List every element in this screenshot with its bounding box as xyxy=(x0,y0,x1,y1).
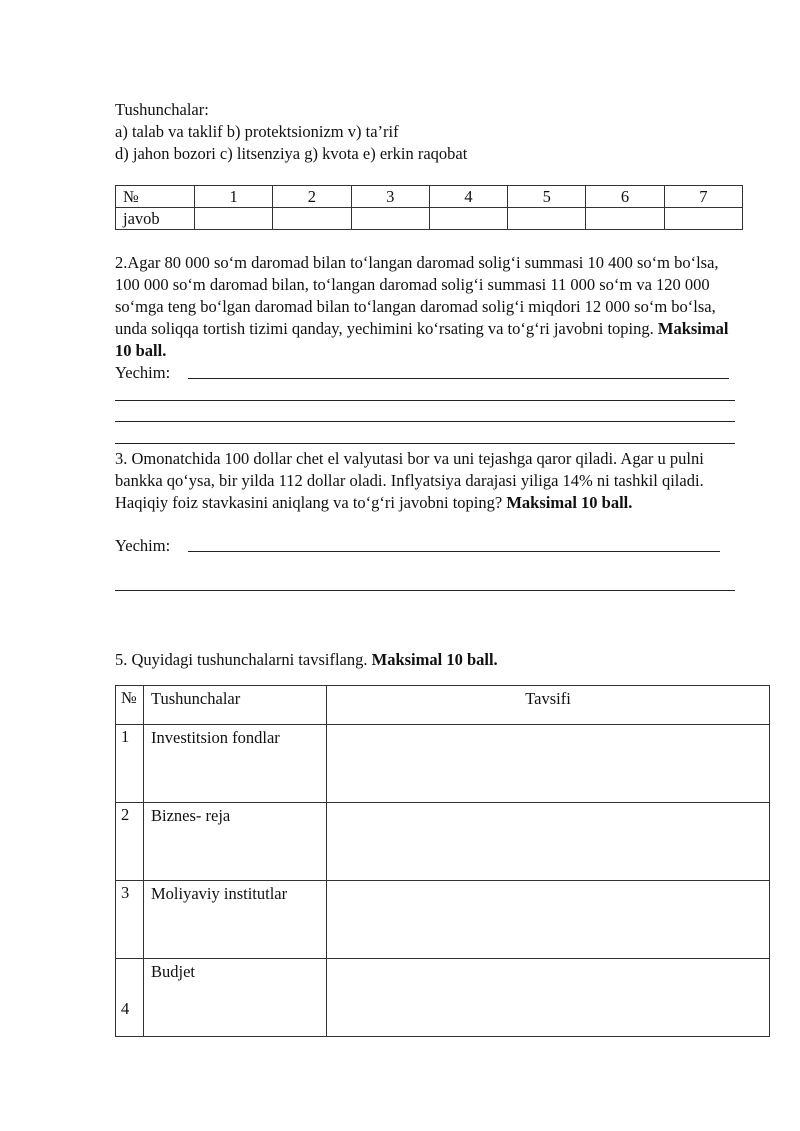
row-number: 1 xyxy=(116,725,144,803)
question-3-answer-line-1[interactable] xyxy=(188,551,720,552)
question-3-text: 3. Omonatchida 100 dollar chet el valyutasi bor va uni tejashga qaror qiladi. Agar u pulni bankka qo‘ysa, bir yilda 112 dollar oladi. Inflyatsiya darajasi yiliga 14% ni tashkil qiladi. Haqiqiy foiz stavkasini aniqlang va to‘g‘ri javobni toping? xyxy=(115,449,704,512)
answer-number-3: 3 xyxy=(351,186,429,208)
answer-number-7: 7 xyxy=(664,186,742,208)
row-description-cell[interactable] xyxy=(327,959,770,1037)
table-row xyxy=(116,959,770,1037)
question-2-points: Maksimal 10 ball. xyxy=(115,319,729,360)
question-2-text: 2.Agar 80 000 so‘m daromad bilan to‘langan daromad solig‘i summasi 10 400 so‘m bo‘lsa, 100 000 so‘m daromad bilan, to‘langan daromad solig‘i summasi 11 000 so‘m va 120 000 so‘mga teng bo‘lgan daromad bilan to‘langan daromad solig‘i miqdori 12 000 so‘m bo‘lsa, unda soliqqa tortish tizimi qanday, yechimini ko‘rsating va to‘g‘ri javobni toping. xyxy=(115,253,719,338)
answer-table-header-row xyxy=(116,186,743,208)
answer-table xyxy=(115,185,743,230)
question-2 xyxy=(115,252,740,362)
answer-table-header-label: № xyxy=(116,186,195,208)
answer-number-1: 1 xyxy=(195,186,273,208)
answer-number-4: 4 xyxy=(429,186,507,208)
concepts-title: Tushunchalar: xyxy=(115,100,209,119)
question-3-answer-line-2[interactable] xyxy=(115,590,735,591)
row-term: Biznes- reja xyxy=(144,803,327,881)
answer-cell-6[interactable] xyxy=(586,208,664,230)
question-2-answer-line-3[interactable] xyxy=(115,421,735,422)
answer-cell-5[interactable] xyxy=(508,208,586,230)
question-2-answer-line-4[interactable] xyxy=(115,443,735,444)
row-description-cell[interactable] xyxy=(327,725,770,803)
concepts-line-2: d) jahon bozori c) litsenziya g) kvota e) erkin raqobat xyxy=(115,144,468,163)
row-term: Budjet xyxy=(144,959,327,1037)
question-5-points: Maksimal 10 ball. xyxy=(371,650,498,669)
question-5-text: 5. Quyidagi tushunchalarni tavsiflang. xyxy=(115,650,368,669)
row-number: 2 xyxy=(116,803,144,881)
question-3-points: Maksimal 10 ball. xyxy=(506,493,633,512)
concepts-description-table xyxy=(115,685,770,1037)
question-2-answer-line-1[interactable] xyxy=(188,378,729,379)
answer-number-6: 6 xyxy=(586,186,664,208)
row-description-cell[interactable] xyxy=(327,803,770,881)
answer-cell-4[interactable] xyxy=(429,208,507,230)
question-2-solution-label: Yechim: xyxy=(115,363,171,382)
table-row xyxy=(116,725,770,803)
row-description-cell[interactable] xyxy=(327,881,770,959)
header-number: № xyxy=(116,686,144,725)
concepts-line-1: a) talab va taklif b) protektsionizm v) ta’rif xyxy=(115,122,399,141)
row-term: Investitsion fondlar xyxy=(144,725,327,803)
answer-cell-2[interactable] xyxy=(273,208,351,230)
row-term: Moliyaviy institutlar xyxy=(144,881,327,959)
answer-cell-1[interactable] xyxy=(195,208,273,230)
row-number-cell xyxy=(116,959,144,1037)
answer-cell-3[interactable] xyxy=(351,208,429,230)
table-row xyxy=(116,881,770,959)
row-number: 3 xyxy=(116,881,144,959)
answer-table-row-label: javob xyxy=(116,208,195,230)
header-description: Tavsifi xyxy=(327,686,770,725)
answer-cell-7[interactable] xyxy=(664,208,742,230)
question-3 xyxy=(115,448,740,514)
row-number: 4 xyxy=(121,999,130,1018)
question-2-answer-line-2[interactable] xyxy=(115,400,735,401)
question-5-heading xyxy=(115,649,498,671)
question-3-solution-label: Yechim: xyxy=(115,536,171,555)
table-row xyxy=(116,803,770,881)
header-concepts: Tushunchalar xyxy=(144,686,327,725)
answer-number-2: 2 xyxy=(273,186,351,208)
answer-number-5: 5 xyxy=(508,186,586,208)
description-table-header-row xyxy=(116,686,770,725)
answer-table-answer-row xyxy=(116,208,743,230)
